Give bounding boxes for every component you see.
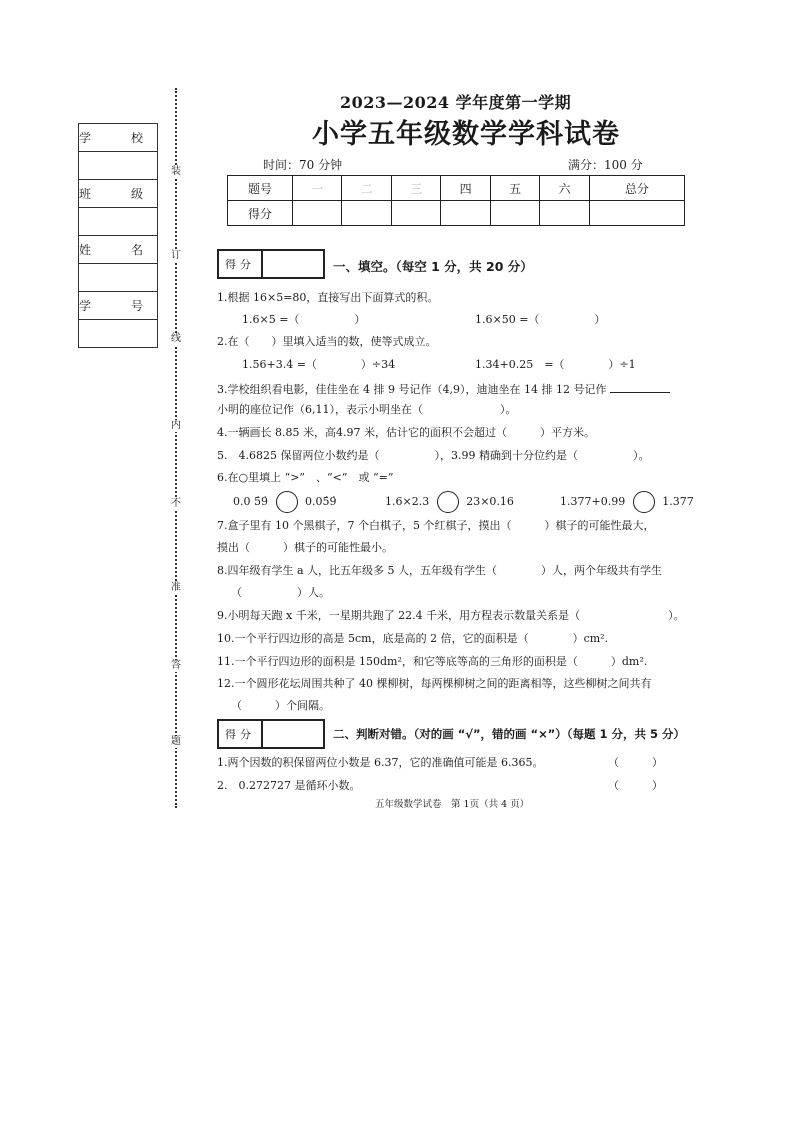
compare-a-right: 0.05̇9̇ (305, 495, 337, 508)
score-table-header: 一 (293, 176, 342, 201)
question-3-blank[interactable] (610, 381, 670, 393)
question-4: 4.一辆画长 8.85 米，高4.97 米，估计它的面积不会超过（ ）平方米。 (217, 426, 595, 439)
question-2a: 1.56+3.4 =（ ）÷34 (242, 358, 396, 371)
compare-b-left: 1.6×2.3 (385, 495, 430, 508)
compare-b-right: 23×0.16 (466, 495, 514, 508)
score-table (227, 175, 685, 226)
judge-question-2: 2. 0.272727 是循环小数。 (217, 779, 361, 792)
question-11: 11.一个平行四边形的面积是 150dm²，和它等底等高的三角形的面积是（ ）dm². (217, 655, 648, 668)
exam-title: 小学五年级数学学科试卷 (312, 119, 620, 150)
full-score: 满分：100 分 (568, 158, 643, 172)
page-footer: 五年级数学试卷 第 1页（共 4 页） (375, 799, 530, 810)
question-2: 2.在（ ）里填入适当的数，使等式成立。 (217, 335, 437, 348)
score-table-header: 三 (391, 176, 440, 201)
section1-score-field[interactable] (263, 251, 323, 277)
info-field-name[interactable] (79, 264, 158, 292)
question-2b: 1.34+0.25 =（ ）÷1 (475, 358, 636, 371)
binding-line (175, 88, 177, 808)
question-9: 9.小明每天跑 x 千米，一星期共跑了 22.4 千米，用方程表示数量关系是（ ）。 (217, 609, 685, 622)
section2-score-box (217, 719, 325, 749)
info-field-school[interactable] (79, 152, 158, 180)
score-table-header: 总分 (589, 176, 684, 201)
judge-question-1: 1.两个因数的积保留两位小数是 6.37，它的准确值可能是 6.365。 (217, 756, 544, 769)
info-label-name: 姓 名 (79, 236, 158, 264)
binding-char: 准 (171, 582, 181, 593)
question-12: 12.一个圆形花坛周围共种了 40 棵柳树，每两棵柳树之间的距离相等，这些柳树之间共有 (217, 677, 652, 690)
student-info-table (78, 123, 158, 348)
compare-c-left: 1.377+0.99 (560, 495, 626, 508)
score-cell[interactable] (589, 201, 684, 226)
exam-time: 时间：70 分钟 (263, 158, 343, 172)
score-cell[interactable] (441, 201, 490, 226)
binding-char: 内 (171, 420, 181, 431)
question-5: 5. 4.6825 保留两位小数约是（ ），3.99 精确到十分位约是（ ）。 (217, 449, 650, 462)
score-cell[interactable] (342, 201, 391, 226)
score-cell[interactable] (490, 201, 539, 226)
question-3-text: 3.学校组织看电影，佳佳坐在 4 排 9 号记作（4,9），迪迪坐在 14 排 12 号记作 (217, 383, 607, 396)
score-table-header: 四 (441, 176, 490, 201)
binding-char: 不 (171, 498, 181, 509)
compare-b-circle[interactable] (437, 491, 459, 513)
section2-score-label: 得分 (219, 721, 263, 747)
question-7-continued: 摸出（ ）棋子的可能性最小。 (217, 541, 393, 554)
question-1b: 1.6×50 =（ ） (475, 313, 606, 326)
compare-a-left: 0.0 5̇9̇ (233, 495, 268, 508)
section2-score-field[interactable] (263, 721, 323, 747)
question-3 (217, 381, 670, 397)
info-field-class[interactable] (79, 208, 158, 236)
score-cell[interactable] (293, 201, 342, 226)
binding-char: 订 (171, 250, 181, 261)
judge-answer-2[interactable]: （ ） (608, 779, 663, 792)
score-table-header: 五 (490, 176, 539, 201)
question-12-continued: （ ）个间隔。 (231, 699, 330, 712)
question-7: 7.盒子里有 10 个黑棋子，7 个白棋子，5 个红棋子，摸出（ ）棋子的可能性最大， (217, 519, 655, 532)
score-row-label: 得分 (228, 201, 293, 226)
section1-score-box (217, 249, 325, 279)
question-6: 6.在○里填上 “>” 、“<” 或 “=” (217, 471, 394, 484)
compare-a-circle[interactable] (276, 491, 298, 513)
question-1a: 1.6×5 =（ ） (242, 313, 366, 326)
question-1: 1.根据 16×5=80，直接写出下面算式的积。 (217, 291, 439, 304)
binding-char: 线 (171, 333, 181, 344)
info-label-number: 学 号 (79, 292, 158, 320)
judge-answer-1[interactable]: （ ） (608, 756, 663, 769)
question-3-continued: 小明的座位记作（6,11），表示小明坐在（ ）。 (217, 403, 517, 416)
info-field-number[interactable] (79, 320, 158, 348)
term-title: 2023—2024 学年度第一学期 (340, 93, 572, 112)
info-label-class: 班 级 (79, 180, 158, 208)
section2-title: 二、判断对错。（对的画 “√”，错的画 “×”）（每题 1 分，共 5 分） (333, 727, 686, 741)
score-table-header: 二 (342, 176, 391, 201)
binding-char: 装 (171, 166, 181, 177)
info-label-school: 学 校 (79, 124, 158, 152)
question-6-compare-row (385, 490, 514, 514)
section1-title: 一、填空。（每空 1 分，共 20 分） (333, 259, 533, 274)
question-10: 10.一个平行四边形的高是 5cm，底是高的 2 倍，它的面积是（ ）cm². (217, 632, 609, 645)
question-8: 8.四年级有学生 a 人，比五年级多 5 人，五年级有学生（ ）人，两个年级共有学生 (217, 564, 663, 577)
question-6-compare-row (560, 490, 694, 514)
question-6-compare-row (233, 490, 337, 514)
section1-score-label: 得分 (219, 251, 263, 277)
score-cell[interactable] (540, 201, 589, 226)
question-8-continued: （ ）人。 (231, 586, 330, 599)
score-table-header: 题号 (228, 176, 293, 201)
compare-c-circle[interactable] (633, 491, 655, 513)
score-cell[interactable] (391, 201, 440, 226)
binding-char: 答 (171, 660, 181, 671)
compare-c-right: 1.377 (662, 495, 694, 508)
score-table-header: 六 (540, 176, 589, 201)
binding-char: 题 (171, 736, 181, 747)
